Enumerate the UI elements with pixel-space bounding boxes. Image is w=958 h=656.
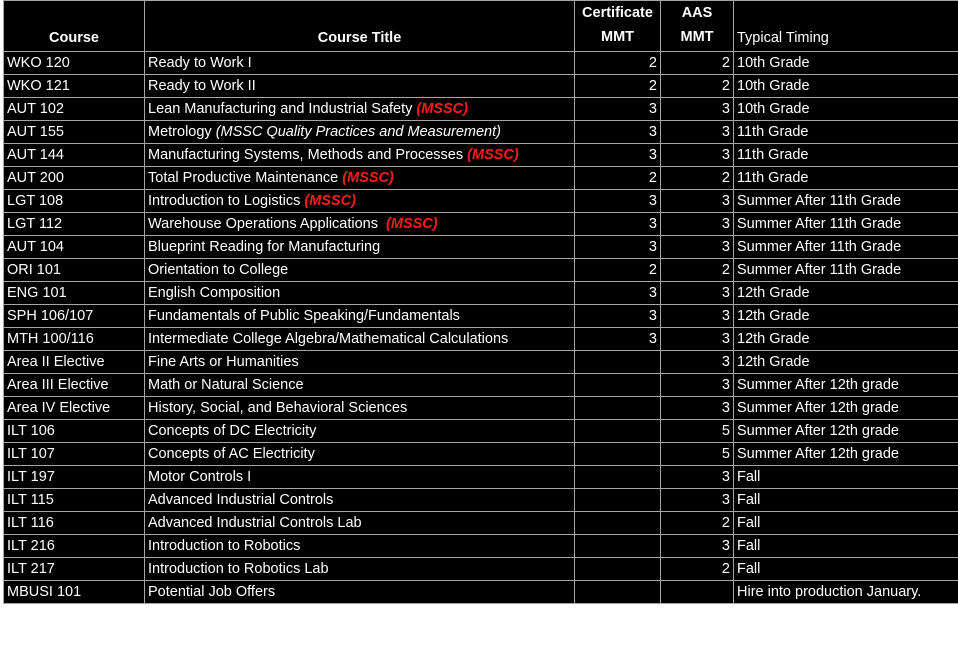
certificate-mmt-hours: 3 — [575, 282, 661, 305]
certificate-mmt-hours — [575, 558, 661, 581]
course-title-text: Blueprint Reading for Manufacturing — [148, 239, 381, 255]
aas-mmt-hours: 2 — [661, 167, 734, 190]
typical-timing: 12th Grade — [734, 328, 958, 351]
course-title-text: Introduction to Robotics — [148, 538, 301, 554]
certificate-mmt-hours: 2 — [575, 75, 661, 98]
course-code: Area IV Elective — [4, 397, 145, 420]
typical-timing: Summer After 11th Grade — [734, 213, 958, 236]
typical-timing: Fall — [734, 466, 958, 489]
course-code: AUT 102 — [4, 98, 145, 121]
course-code: AUT 104 — [4, 236, 145, 259]
course-title — [145, 489, 575, 512]
certificate-mmt-hours: 2 — [575, 52, 661, 75]
aas-mmt-hours: 3 — [661, 489, 734, 512]
course-title — [145, 374, 575, 397]
course-title-text: Fundamentals of Public Speaking/Fundamentals — [148, 308, 460, 324]
course-title — [145, 512, 575, 535]
mssc-tag: (MSSC) — [386, 216, 438, 232]
aas-mmt-hours: 5 — [661, 420, 734, 443]
typical-timing: 10th Grade — [734, 75, 958, 98]
typical-timing: Summer After 11th Grade — [734, 190, 958, 213]
aas-mmt-hours — [661, 581, 734, 604]
certificate-mmt-hours: 2 — [575, 167, 661, 190]
aas-mmt-hours: 3 — [661, 213, 734, 236]
table-row — [4, 259, 958, 282]
course-title — [145, 75, 575, 98]
course-title-text: Metrology — [148, 124, 216, 140]
course-code: ILT 216 — [4, 535, 145, 558]
table-row — [4, 213, 958, 236]
course-title — [145, 558, 575, 581]
certificate-mmt-hours — [575, 535, 661, 558]
certificate-mmt-hours — [575, 420, 661, 443]
aas-mmt-hours: 3 — [661, 190, 734, 213]
table-row — [4, 512, 958, 535]
certificate-mmt-hours — [575, 581, 661, 604]
course-title-text: Total Productive Maintenance — [148, 170, 343, 186]
certificate-mmt-hours: 3 — [575, 328, 661, 351]
certificate-mmt-hours — [575, 512, 661, 535]
course-code: ILT 106 — [4, 420, 145, 443]
course-title-text: Advanced Industrial Controls Lab — [148, 515, 362, 531]
course-title-text: English Composition — [148, 285, 281, 301]
typical-timing: 12th Grade — [734, 351, 958, 374]
course-code: AUT 200 — [4, 167, 145, 190]
table-row — [4, 535, 958, 558]
table-row — [4, 581, 958, 604]
course-title — [145, 144, 575, 167]
table-row — [4, 466, 958, 489]
table-row — [4, 52, 958, 75]
course-title-text: Ready to Work II — [148, 78, 256, 94]
course-title — [145, 52, 575, 75]
course-code: LGT 108 — [4, 190, 145, 213]
typical-timing: Fall — [734, 489, 958, 512]
certificate-mmt-hours — [575, 466, 661, 489]
course-title-text: Fine Arts or Humanities — [148, 354, 299, 370]
course-title-text: Advanced Industrial Controls — [148, 492, 334, 508]
course-code: ILT 116 — [4, 512, 145, 535]
typical-timing: 12th Grade — [734, 305, 958, 328]
typical-timing: Summer After 12th grade — [734, 374, 958, 397]
table-row — [4, 167, 958, 190]
aas-mmt-hours: 3 — [661, 98, 734, 121]
table-row — [4, 144, 958, 167]
course-title — [145, 190, 575, 213]
course-title — [145, 397, 575, 420]
course-code: SPH 106/107 — [4, 305, 145, 328]
course-title — [145, 535, 575, 558]
course-title-text: Introduction to Logistics — [148, 193, 305, 209]
mssc-tag: (MSSC) — [342, 170, 394, 186]
table-row — [4, 328, 958, 351]
course-code: LGT 112 — [4, 213, 145, 236]
header-course: Course — [4, 1, 145, 52]
typical-timing: Summer After 12th grade — [734, 443, 958, 466]
course-code: AUT 155 — [4, 121, 145, 144]
table-row — [4, 75, 958, 98]
certificate-mmt-hours: 2 — [575, 259, 661, 282]
course-title — [145, 98, 575, 121]
aas-mmt-hours: 3 — [661, 305, 734, 328]
course-code: WKO 120 — [4, 52, 145, 75]
course-title-text: Math or Natural Science — [148, 377, 304, 393]
course-title-text: Orientation to College — [148, 262, 289, 278]
course-code: MTH 100/116 — [4, 328, 145, 351]
course-code: ORI 101 — [4, 259, 145, 282]
typical-timing: Hire into production January. — [734, 581, 958, 604]
table-row — [4, 420, 958, 443]
header-row — [4, 1, 958, 52]
course-title-text: History, Social, and Behavioral Sciences — [148, 400, 408, 416]
table-row — [4, 305, 958, 328]
aas-mmt-hours: 2 — [661, 52, 734, 75]
course-table — [3, 0, 958, 604]
course-title-text: Concepts of AC Electricity — [148, 446, 315, 462]
typical-timing: Fall — [734, 512, 958, 535]
aas-mmt-hours: 3 — [661, 328, 734, 351]
aas-mmt-hours: 5 — [661, 443, 734, 466]
typical-timing: Summer After 11th Grade — [734, 236, 958, 259]
certificate-mmt-hours — [575, 443, 661, 466]
course-code: Area II Elective — [4, 351, 145, 374]
table-row — [4, 443, 958, 466]
course-code: WKO 121 — [4, 75, 145, 98]
aas-mmt-hours: 3 — [661, 282, 734, 305]
course-code: ENG 101 — [4, 282, 145, 305]
mssc-tag: (MSSC) — [304, 193, 356, 209]
course-title — [145, 466, 575, 489]
certificate-mmt-hours: 3 — [575, 305, 661, 328]
table-row — [4, 374, 958, 397]
table-row — [4, 282, 958, 305]
course-title — [145, 213, 575, 236]
course-title — [145, 581, 575, 604]
certificate-mmt-hours — [575, 374, 661, 397]
certificate-mmt-hours: 3 — [575, 236, 661, 259]
aas-mmt-hours: 3 — [661, 236, 734, 259]
aas-mmt-hours: 3 — [661, 144, 734, 167]
table-row — [4, 236, 958, 259]
course-title-text: Introduction to Robotics Lab — [148, 561, 329, 577]
course-code: ILT 197 — [4, 466, 145, 489]
certificate-mmt-hours: 3 — [575, 121, 661, 144]
table-row — [4, 190, 958, 213]
course-title — [145, 328, 575, 351]
aas-mmt-hours: 3 — [661, 535, 734, 558]
course-title-text: Intermediate College Algebra/Mathematical Calculations — [148, 331, 509, 347]
aas-mmt-hours: 3 — [661, 466, 734, 489]
certificate-mmt-hours — [575, 351, 661, 374]
course-title-note: (MSSC Quality Practices and Measurement) — [215, 124, 501, 140]
typical-timing: 11th Grade — [734, 167, 958, 190]
course-title-text: Warehouse Operations Applications — [148, 216, 387, 232]
course-code: AUT 144 — [4, 144, 145, 167]
course-code: ILT 107 — [4, 443, 145, 466]
header-course-title: Course Title — [145, 1, 575, 52]
course-title — [145, 167, 575, 190]
course-title — [145, 305, 575, 328]
mssc-tag: (MSSC) — [467, 147, 519, 163]
aas-mmt-hours: 2 — [661, 75, 734, 98]
course-title-text: Lean Manufacturing and Industrial Safety — [148, 101, 417, 117]
certificate-mmt-hours: 3 — [575, 98, 661, 121]
course-title — [145, 282, 575, 305]
typical-timing: Fall — [734, 558, 958, 581]
aas-mmt-hours: 2 — [661, 558, 734, 581]
course-title — [145, 420, 575, 443]
course-title-text: Motor Controls I — [148, 469, 252, 485]
typical-timing: 12th Grade — [734, 282, 958, 305]
certificate-mmt-hours — [575, 397, 661, 420]
typical-timing: Summer After 11th Grade — [734, 259, 958, 282]
course-title-text: Potential Job Offers — [148, 584, 276, 600]
course-code: Area III Elective — [4, 374, 145, 397]
table-row — [4, 397, 958, 420]
certificate-mmt-hours: 3 — [575, 144, 661, 167]
course-title — [145, 443, 575, 466]
course-title — [145, 121, 575, 144]
aas-mmt-hours: 3 — [661, 121, 734, 144]
aas-mmt-hours: 2 — [661, 512, 734, 535]
typical-timing: 11th Grade — [734, 144, 958, 167]
course-code: ILT 217 — [4, 558, 145, 581]
course-title — [145, 236, 575, 259]
header-certificate-mmt: Certificate MMT — [575, 1, 661, 52]
certificate-mmt-hours: 3 — [575, 190, 661, 213]
course-title-text: Manufacturing Systems, Methods and Processes — [148, 147, 468, 163]
course-title — [145, 351, 575, 374]
course-title-text: Concepts of DC Electricity — [148, 423, 317, 439]
typical-timing: Summer After 12th grade — [734, 420, 958, 443]
typical-timing: Summer After 12th grade — [734, 397, 958, 420]
typical-timing: Fall — [734, 535, 958, 558]
certificate-mmt-hours: 3 — [575, 213, 661, 236]
aas-mmt-hours: 3 — [661, 374, 734, 397]
typical-timing: 11th Grade — [734, 121, 958, 144]
aas-mmt-hours: 2 — [661, 259, 734, 282]
mssc-tag: (MSSC) — [416, 101, 468, 117]
table-row — [4, 351, 958, 374]
aas-mmt-hours: 3 — [661, 351, 734, 374]
header-typical-timing: Typical Timing — [734, 1, 958, 52]
table-row — [4, 558, 958, 581]
typical-timing: 10th Grade — [734, 98, 958, 121]
table-row — [4, 98, 958, 121]
course-code: MBUSI 101 — [4, 581, 145, 604]
course-code: ILT 115 — [4, 489, 145, 512]
table-row — [4, 121, 958, 144]
table-row — [4, 489, 958, 512]
course-title-text: Ready to Work I — [148, 55, 252, 71]
header-aas-mmt: AAS MMT — [661, 1, 734, 52]
typical-timing: 10th Grade — [734, 52, 958, 75]
course-title — [145, 259, 575, 282]
certificate-mmt-hours — [575, 489, 661, 512]
aas-mmt-hours: 3 — [661, 397, 734, 420]
